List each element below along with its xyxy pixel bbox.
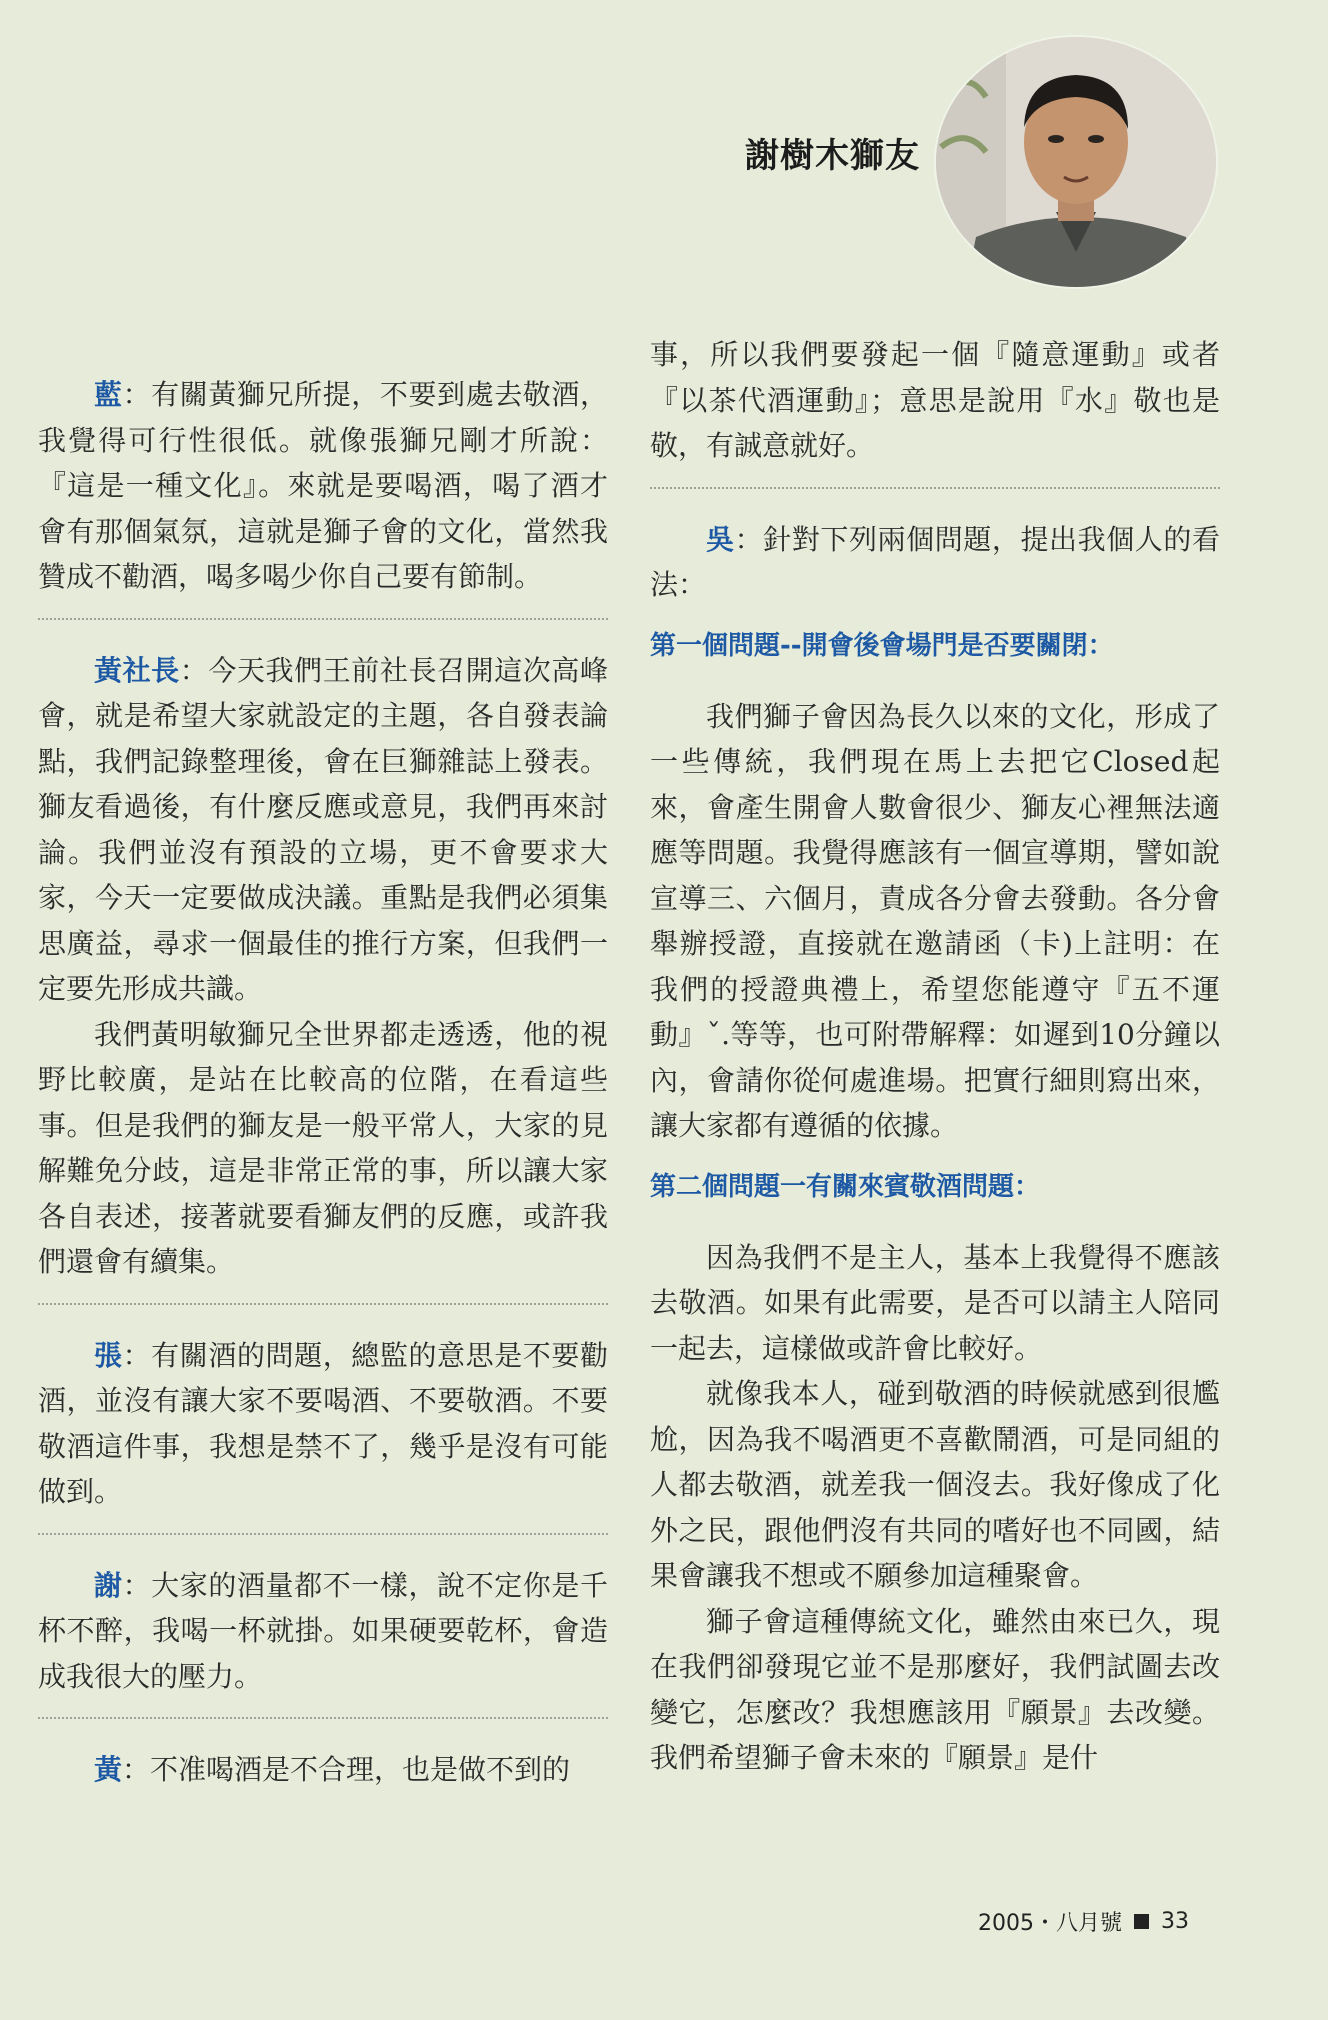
paragraph: 獅子會這種傳統文化，雖然由來已久，現在我們卻發現它並不是那麼好，我們試圖去改變它，怎麼改？我想應該用『願景』去改變。我們希望獅子會未來的『願景』是什 (650, 1604, 1220, 1774)
dialogue-block (650, 517, 1220, 608)
dialogue-text: ：今天我們王前社長召開這次高峰會，就是希望大家就設定的主題，各自發表論點，我們記錄整理後，會在巨獅雜誌上發表。獅友看過後，有什麼反應或意見，我們再來討論。我們並沒有預設的立場，更不會要求大家，今天一定要做成決議。重點是我們必須集思廣益，尋求一個最佳的推行方案，但我們一定要先形成共識。 (38, 653, 608, 1005)
speaker-label: 黃 (94, 1753, 123, 1786)
dialogue-block (38, 1747, 608, 1793)
page-number: 33 (1161, 1909, 1189, 1934)
paragraph: 我們獅子會因為長久以來的文化，形成了一些傳統，我們現在馬上去把它Closed起來，會產生開會人數會很少、獅友心裡無法適應等問題。我覺得應該有一個宣導期，譬如說宣導三、六個月，責成各分會去發動。各分會舉辦授證，直接就在邀請函（卡)上註明：在我們的授證典禮上，希望您能遵守『五不運動』ˇ.等等，也可附帶解釋：如遲到10分鐘以內，會請你從何處進場。把實行細則寫出來，讓大家都有遵循的依據。 (650, 699, 1220, 1142)
divider (38, 1717, 608, 1719)
page-footer (978, 1906, 1218, 1937)
dialogue-block (38, 1333, 608, 1515)
dialogue-text: ：有關黃獅兄所提，不要到處去敬酒，我覺得可行性很低。就像張獅兄剛才所說：『這是一種文化』。來就是要喝酒，喝了酒才會有那個氣氛，這就是獅子會的文化，當然我贊成不勸酒，喝多喝少你自己要有節制。 (38, 378, 608, 593)
dialogue-text: ：大家的酒量都不一樣，說不定你是千杯不醉，我喝一杯就掛。如果硬要乾杯，會造成我很大的壓力。 (38, 1568, 608, 1693)
divider (38, 1303, 608, 1305)
section-heading: 第二個問題一有關來賓敬酒問題： (650, 1171, 1041, 1202)
speaker-label: 藍 (94, 378, 123, 411)
speaker-label: 吳 (706, 522, 735, 556)
author-portrait (936, 37, 1216, 287)
dialogue-text: ：不准喝酒是不合理，也是做不到的 (122, 1753, 571, 1786)
section-heading: 第一個問題--開會後會場門是否要關閉： (650, 630, 1114, 661)
dialogue-block (38, 648, 608, 1012)
author-name: 謝樹木獅友 (745, 136, 920, 176)
paragraph: 我們黃明敏獅兄全世界都走透透，他的視野比較廣，是站在比較高的位階，在看這些事。但是我們的獅友是一般平常人，大家的見解難免分歧，這是非常正常的事，所以讓大家各自表述，接著就要看獅友們的反應，或許我們還會有續集。 (38, 1017, 608, 1278)
issue-label: 2005・八月號 (978, 1911, 1122, 1936)
divider (38, 618, 608, 620)
portrait-illustration (936, 37, 1216, 287)
dialogue-text: ：針對下列兩個問題，提出我個人的看法： (650, 522, 1220, 601)
speaker-label: 黃社長 (94, 653, 180, 687)
speaker-label: 張 (94, 1338, 123, 1372)
divider (650, 487, 1220, 489)
square-icon (1134, 1914, 1149, 1929)
dialogue-block (38, 372, 608, 600)
left-column (38, 372, 608, 1793)
paragraph: 事，所以我們要發起一個『隨意運動』或者『以茶代酒運動』；意思是說用『水』敬也是敬，有誠意就好。 (650, 338, 1220, 462)
right-column (650, 332, 1220, 1781)
paragraph: 因為我們不是主人，基本上我覺得不應該去敬酒。如果有此需要，是否可以請主人陪同一起去，這樣做或許會比較好。 (650, 1240, 1220, 1365)
speaker-label: 謝 (94, 1568, 123, 1602)
dialogue-block (38, 1563, 608, 1700)
paragraph: 就像我本人，碰到敬酒的時候就感到很尷尬，因為我不喝酒更不喜歡鬧酒，可是同組的人都去敬酒，就差我一個沒去。我好像成了化外之民，跟他們沒有共同的嗜好也不同國，結果會讓我不想或不願參加這種聚會。 (650, 1377, 1220, 1592)
divider (38, 1533, 608, 1535)
dialogue-text: ：有關酒的問題，總監的意思是不要勸酒，並沒有讓大家不要喝酒、不要敬酒。不要敬酒這件事，我想是禁不了，幾乎是沒有可能做到。 (38, 1338, 608, 1508)
